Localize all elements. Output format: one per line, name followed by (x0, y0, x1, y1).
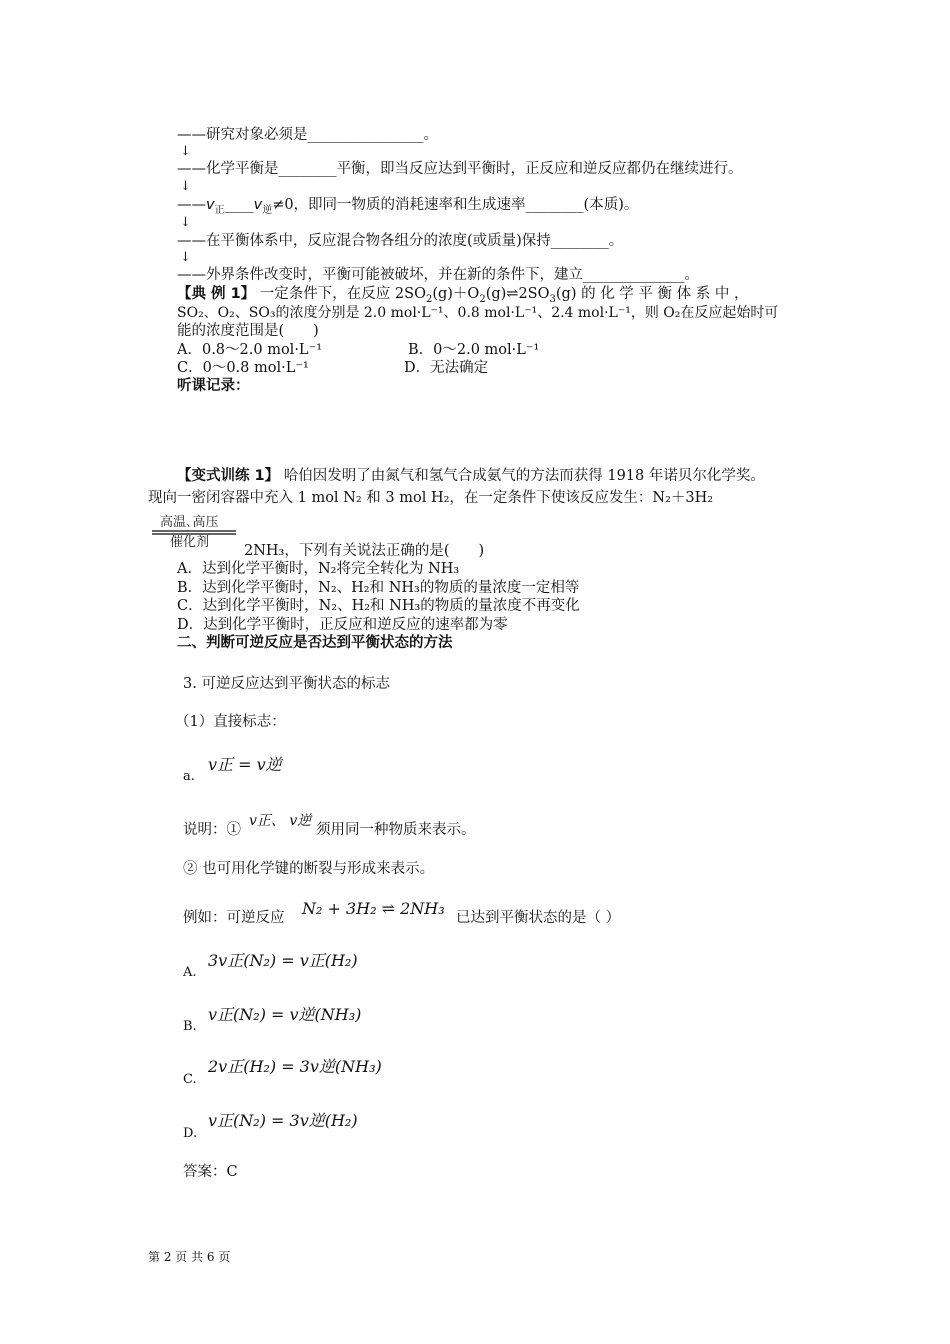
down-arrow-icon: ↓ (180, 215, 191, 230)
v-symbol: v (253, 197, 263, 213)
blank-line-1: ——研究对象必须是________________。 (177, 127, 438, 143)
option-c-label: C. (183, 1072, 197, 1087)
option-b-equation: v正(N₂) = v逆(NH₃) (208, 1005, 362, 1024)
page-footer: 第 2 页 共 6 页 (148, 1250, 231, 1264)
answer: 答案：C (183, 1164, 238, 1180)
dash: —— (177, 197, 206, 213)
direct-indicator-label: （1）直接标志： (175, 714, 286, 730)
text: 一定条件下，在反应 2SO (255, 286, 426, 302)
section2-heading: 二、判断可逆反应是否达到平衡状态的方法 (177, 635, 453, 651)
blank-line-5: ——外界条件改变时，平衡可能被破坏，并在新的条件下，建立______________。 (177, 267, 699, 283)
option-a-equation: 3v正(N₂) = v正(H₂) (208, 951, 358, 970)
option-a-label: A. (183, 965, 197, 980)
option-d-equation: v正(N₂) = 3v逆(H₂) (208, 1111, 358, 1130)
note1-equation: v正、 v逆 (249, 813, 312, 829)
line-3-rest: ≠0，即同一物质的消耗速率和生成速率________(本质)。 (272, 197, 639, 213)
example1-option-a: A．0.8～2.0 mol·L⁻¹ (177, 342, 323, 358)
blank-line-3 (177, 196, 638, 220)
text: 哈伯因发明了由氮气和氢气合成氨气的方法而获得 1918 年诺贝尔化学奖。 (279, 468, 765, 484)
sub: 3 (549, 293, 556, 305)
down-arrow-icon: ↓ (180, 250, 191, 265)
blank: ____ (224, 197, 254, 213)
equilibrium-arrow-icon: ⇌ (506, 286, 519, 302)
variant1-tag: 【变式训练 1】 (177, 468, 280, 484)
sub: 2 (479, 293, 486, 305)
text: (g)＋O (432, 286, 480, 302)
example1-option-b: B．0～2.0 mol·L⁻¹ (408, 342, 540, 358)
item3-title: 3. 可逆反应达到平衡状态的标志 (183, 676, 390, 692)
option-b-label: B. (183, 1019, 197, 1034)
example1-line2: SO₂、O₂、SO₃的浓度分别是 2.0 mol·L⁻¹、0.8 mol·L⁻¹、2.4 mol·L⁻¹，则 O₂在反应起始时可 (177, 305, 779, 321)
note2: ② 也可用化学键的断裂与形成来表示。 (183, 861, 435, 877)
example1-option-c: C．0～0.8 mol·L⁻¹ (177, 360, 309, 376)
notes-label: 听课记录： (177, 378, 250, 394)
subscript-reverse: 逆 (262, 204, 273, 216)
reaction-condition-image (148, 512, 244, 548)
text: (g) (485, 286, 507, 302)
text: 2SO (518, 286, 550, 302)
sub: 2 (425, 293, 433, 305)
variant1-option-b: B．达到化学平衡时，N₂、H₂和 NH₃的物质的量浓度一定相等 (177, 580, 580, 596)
blank-line-2: ——化学平衡是________平衡，即当反应达到平衡时，正反应和逆反应都仍在继续进行。 (177, 161, 743, 177)
example-equation: N₂ + 3H₂ ⇌ 2NH₃ (302, 899, 445, 918)
variant1-option-c: C．达到化学平衡时，N₂、H₂和 NH₃的物质的量浓度不再变化 (177, 598, 580, 614)
subscript-forward: 正 (214, 204, 225, 216)
condition-top: 高温､高压 (160, 515, 219, 530)
example1-option-d: D．无法确定 (404, 360, 489, 376)
down-arrow-icon: ↓ (180, 144, 191, 159)
a-equation: v正 = v逆 (208, 755, 282, 774)
down-arrow-icon: ↓ (180, 179, 191, 194)
example1-line3: 能的浓度范围是( ) (177, 323, 319, 339)
example-prefix: 例如：可逆反应 (183, 910, 285, 926)
text: (g) 的 化 学 平 衡 体 系 中 ， (555, 286, 749, 302)
variant1-option-a: A．达到化学平衡时，N₂将完全转化为 NH₃ (177, 561, 460, 577)
variant1-line2: 现向一密闭容器中充入 1 mol N₂ 和 3 mol H₂，在一定条件下使该反应发生：N₂＋3H₂ (148, 490, 714, 506)
example1-tag: 【典 例 1】 (177, 286, 256, 302)
option-c-equation: 2v正(H₂) = 3v逆(NH₃) (208, 1057, 382, 1076)
example-suffix: 已达到平衡状态的是（ ） (456, 910, 621, 926)
note1-prefix: 说明：① (183, 822, 241, 838)
variant1-line1 (177, 467, 765, 485)
note1-suffix: 须用同一种物质来表示。 (316, 822, 476, 838)
variant1-line3: 2NH₃，下列有关说法正确的是( ) (244, 543, 485, 559)
option-d-label: D. (183, 1126, 198, 1141)
a-label: a. (183, 769, 195, 784)
v-symbol: v (206, 197, 215, 213)
blank-line-4: ——在平衡体系中，反应混合物各组分的浓度(或质量)保持________。 (177, 233, 624, 249)
variant1-option-d: D．达到化学平衡时，正反应和逆反应的速率都为零 (177, 617, 508, 633)
condition-bottom: 催化剂 (170, 535, 210, 548)
